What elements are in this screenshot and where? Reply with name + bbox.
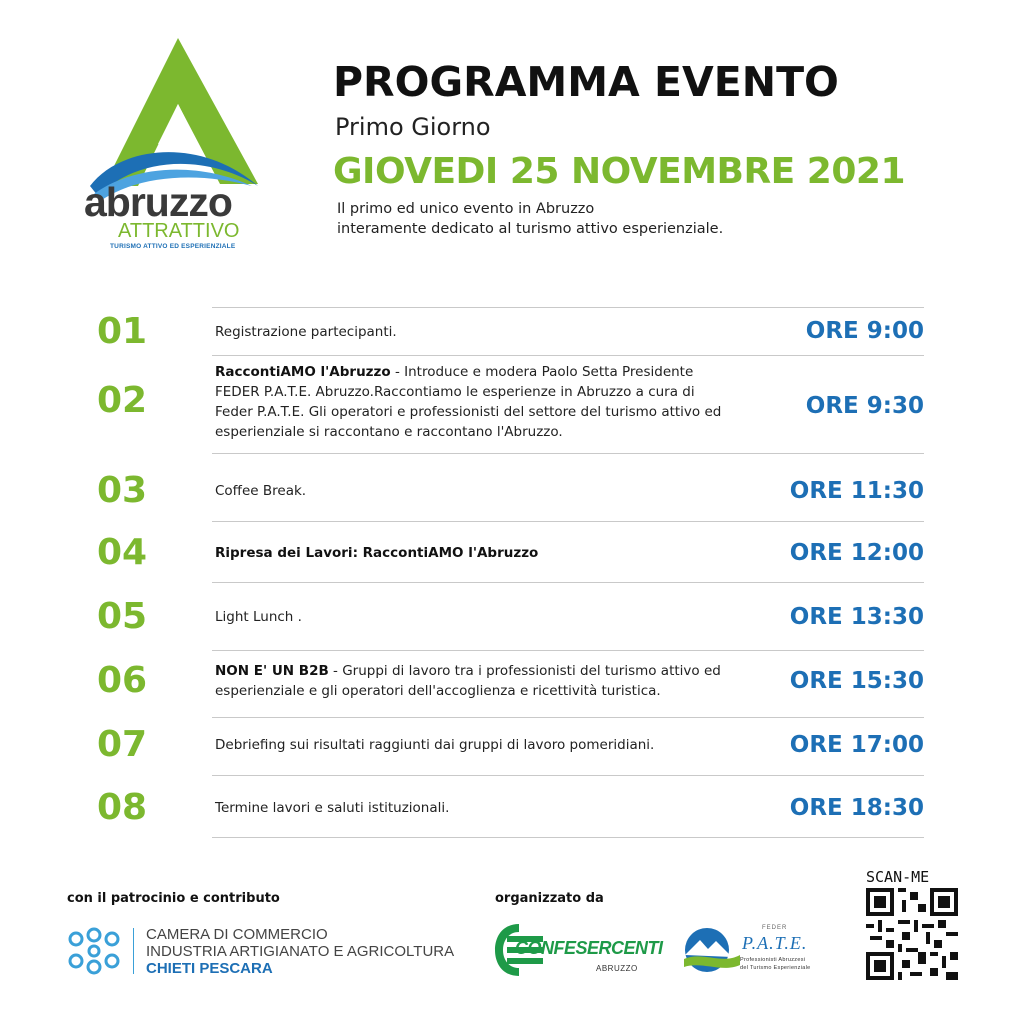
- event-date: GIOVEDI 25 NOVEMBRE 2021: [333, 151, 905, 192]
- scan-me-label: SCAN-ME: [866, 868, 930, 886]
- schedule-description: RaccontiAMO l'Abruzzo - Introduce e modera Paolo Setta Presidente FEDER P.A.T.E. Abruzzo.Raccontiamo le esperienze in Abruzzo a cura di Feder P.A.T.E. Gli operatori e professionisti del settore del turismo attivo ed esperienziale si raccontano e raccontano l'Abruzzo.: [215, 364, 722, 440]
- schedule-time: ORE 13:30: [789, 604, 924, 630]
- row-divider: [212, 582, 924, 583]
- qr-code[interactable]: [866, 888, 958, 980]
- ccia-name-line-1: CAMERA DI COMMERCIO: [146, 926, 328, 943]
- page-title: PROGRAMMA EVENTO: [333, 58, 839, 106]
- schedule-description: Coffee Break.: [215, 483, 307, 499]
- ccia-logo-icon: [66, 927, 122, 975]
- schedule-time: ORE 18:30: [789, 795, 924, 821]
- row-divider: [212, 775, 924, 776]
- schedule-description: Termine lavori e saluti istituzionali.: [215, 800, 450, 816]
- description-line-1: Il primo ed unico evento in Abruzzo: [337, 201, 595, 217]
- schedule-description: NON E' UN B2B - Gruppi di lavoro tra i professionisti del turismo attivo ed esperienziale e gli operatori dell'accoglienza e ricettività turistica.: [215, 663, 721, 699]
- row-divider: [212, 355, 924, 356]
- schedule-number: 05: [97, 596, 148, 637]
- pate-feder-label: FEDER: [762, 925, 788, 931]
- logo-wordmark-secondary: ATTRATTIVO: [118, 220, 240, 242]
- schedule-description: Registrazione partecipanti.: [215, 324, 397, 340]
- logo-wordmark: abruzzo: [84, 179, 232, 225]
- pate-name: P.A.T.E.: [742, 933, 808, 953]
- schedule-description: Ripresa dei Lavori: RaccontiAMO l'Abruzzo: [215, 545, 539, 561]
- logo-tagline: TURISMO ATTIVO ED ESPERIENZIALE: [110, 243, 236, 250]
- row-divider: [212, 650, 924, 651]
- schedule-time: ORE 12:00: [789, 540, 924, 566]
- schedule-number: 08: [97, 787, 148, 828]
- schedule-description: Debriefing sui risultati raggiunti dai gruppi di lavoro pomeridiani.: [215, 737, 655, 753]
- schedule-number: 01: [97, 311, 148, 352]
- row-divider: [212, 717, 924, 718]
- page-subtitle: Primo Giorno: [335, 113, 491, 141]
- schedule-number: 07: [97, 724, 148, 765]
- row-divider: [212, 837, 924, 838]
- schedule-time: ORE 15:30: [789, 668, 924, 694]
- confesercenti-region: ABRUZZO: [596, 964, 638, 973]
- ccia-name-line-2: INDUSTRIA ARTIGIANATO E AGRICOLTURA: [146, 943, 455, 960]
- schedule-number: 03: [97, 470, 148, 511]
- pate-subtitle-1: Professionisti Abruzzesi: [740, 957, 806, 963]
- schedule-number: 04: [97, 532, 148, 573]
- organizer-label: organizzato da: [495, 891, 604, 906]
- schedule-time: ORE 11:30: [789, 478, 924, 504]
- schedule-number: 06: [97, 660, 148, 701]
- schedule-number: 02: [97, 380, 148, 421]
- row-divider: [212, 453, 924, 454]
- ccia-divider: [133, 928, 134, 974]
- schedule-description: Light Lunch .: [215, 609, 302, 625]
- row-divider: [212, 307, 924, 308]
- confesercenti-name: CONFESERCENTI: [515, 938, 663, 958]
- pate-logo-icon: [682, 925, 742, 975]
- schedule-time: ORE 9:00: [805, 318, 924, 344]
- patronage-label: con il patrocinio e contributo: [67, 891, 280, 906]
- description-line-2: interamente dedicato al turismo attivo esperienziale.: [337, 221, 724, 237]
- ccia-name-line-3: CHIETI PESCARA: [146, 960, 273, 977]
- pate-subtitle-2: del Turismo Esperienziale: [740, 965, 811, 971]
- schedule-time: ORE 17:00: [789, 732, 924, 758]
- schedule-time: ORE 9:30: [805, 393, 924, 419]
- row-divider: [212, 521, 924, 522]
